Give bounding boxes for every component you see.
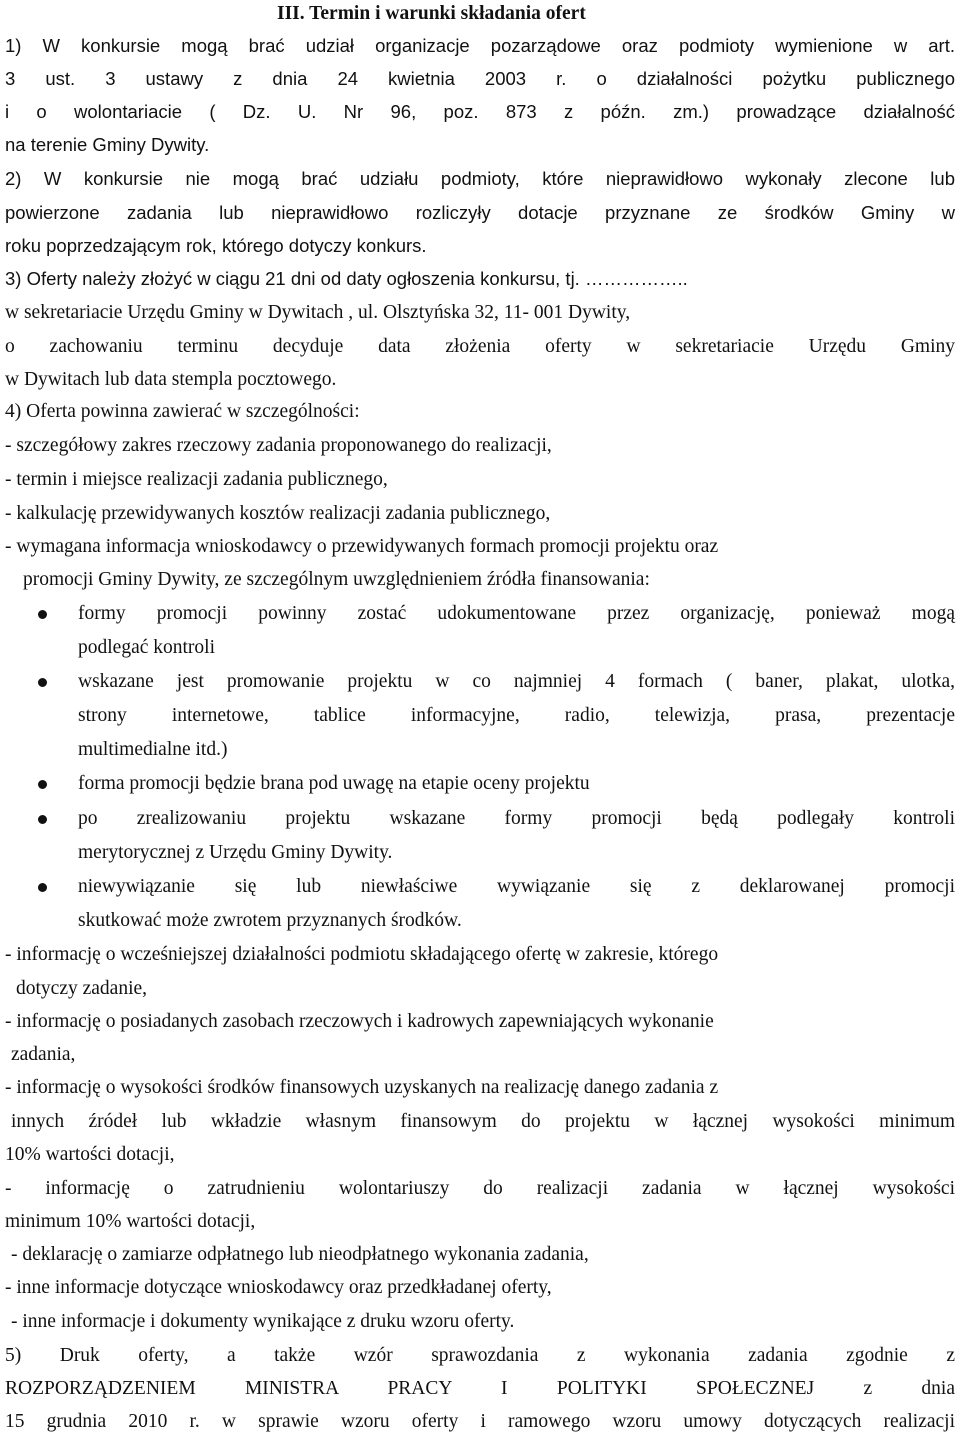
paragraph-1-line: na terenie Gminy Dywity. xyxy=(5,134,210,155)
list-item: - kalkulację przewidywanych kosztów realizacji zadania publicznego, xyxy=(5,503,551,524)
paragraph-3-line: w sekretariacie Urzędu Gminy w Dywitach , ul. Olsztyńska 32, 11- 001 Dywity, xyxy=(5,302,631,323)
list-item: - informację o wysokości środków finansowych uzyskanych na realizację danego zadania z xyxy=(5,1077,719,1098)
bullet-item-line: merytorycznej z Urzędu Gminy Dywity. xyxy=(78,842,393,863)
list-item-continuation: dotyczy zadanie, xyxy=(16,978,148,999)
paragraph-2-line: roku poprzedzającym rok, którego dotyczy konkurs. xyxy=(5,235,427,256)
paragraph-3-line: w Dywitach lub data stempla pocztowego. xyxy=(5,369,337,390)
paragraph-3-line: 3) Oferty należy złożyć w ciągu 21 dni od daty ogłoszenia konkursu, tj. …………….. xyxy=(5,268,688,289)
bullet-icon xyxy=(38,678,47,687)
list-item-continuation: 10% wartości dotacji, xyxy=(5,1144,175,1165)
paragraph-1-line: 1) W konkursie mogą brać udział organizacje pozarządowe oraz podmioty wymienione w art. xyxy=(5,35,955,56)
paragraph-3-line: o zachowaniu terminu decyduje data złożenia oferty w sekretariacie Urzędu Gminy xyxy=(5,336,955,357)
list-item-continuation: minimum 10% wartości dotacji, xyxy=(5,1211,256,1232)
paragraph-2-line: 2) W konkursie nie mogą brać udziału podmioty, które nieprawidłowo wykonały zlecone lub xyxy=(5,168,955,189)
paragraph-1-line: 3 ust. 3 ustawy z dnia 24 kwietnia 2003 r. o działalności pożytku publicznego xyxy=(5,68,955,89)
list-item: - inne informacje i dokumenty wynikające z druku wzoru oferty. xyxy=(11,1311,515,1332)
bullet-item-line: strony internetowe, tablice informacyjne, radio, telewizja, prasa, prezentacje xyxy=(78,705,955,726)
list-item: - informację o wcześniejszej działalności podmiotu składającego ofertę w zakresie, którego xyxy=(5,944,719,965)
bullet-item-line: skutkować może zwrotem przyznanych środków. xyxy=(78,910,462,931)
bullet-item-line: multimedialne itd.) xyxy=(78,739,228,760)
paragraph-4-intro: 4) Oferta powinna zawierać w szczególności: xyxy=(5,401,360,422)
bullet-item-line: podlegać kontroli xyxy=(78,637,216,658)
bullet-icon xyxy=(38,815,47,824)
list-item-continuation: zadania, xyxy=(11,1044,76,1065)
list-item: - deklarację o zamiarze odpłatnego lub nieodpłatnego wykonania zadania, xyxy=(11,1244,589,1265)
list-item: - informację o zatrudnieniu wolontariuszy do realizacji zadania w łącznej wysokości xyxy=(5,1178,955,1199)
paragraph-5-line: ROZPORZĄDZENIEM MINISTRA PRACY I POLITYKI SPOŁECZNEJ z dnia xyxy=(5,1378,955,1399)
list-item: - termin i miejsce realizacji zadania publicznego, xyxy=(5,469,388,490)
list-item: - wymagana informacja wnioskodawcy o przewidywanych formach promocji projektu oraz xyxy=(5,536,719,557)
paragraph-5-line: 15 grudnia 2010 r. w sprawie wzoru oferty i ramowego wzoru umowy dotyczących realizacji xyxy=(5,1411,955,1432)
bullet-item-line: po zrealizowaniu projektu wskazane formy promocji będą podlegały kontroli xyxy=(78,808,955,829)
bullet-item-line: forma promocji będzie brana pod uwagę na etapie oceny projektu xyxy=(78,773,590,794)
paragraph-2-line: powierzone zadania lub nieprawidłowo rozliczyły dotacje przyznane ze środków Gminy w xyxy=(5,202,955,223)
paragraph-1-line: i o wolontariacie ( Dz. U. Nr 96, poz. 873 z późn. zm.) prowadzące działalność xyxy=(5,101,955,122)
bullet-item-line: formy promocji powinny zostać udokumentowane przez organizację, ponieważ mogą xyxy=(78,603,955,624)
bullet-icon xyxy=(38,610,47,619)
list-item: - inne informacje dotyczące wnioskodawcy oraz przedkładanej oferty, xyxy=(5,1277,552,1298)
bullet-item-line: niewywiązanie się lub niewłaściwe wywiązanie się z deklarowanej promocji xyxy=(78,876,955,897)
paragraph-5-line: 5) Druk oferty, a także wzór sprawozdania z wykonania zadania zgodnie z xyxy=(5,1345,955,1366)
list-item: - szczegółowy zakres rzeczowy zadania proponowanego do realizacji, xyxy=(5,435,552,456)
list-item-continuation: promocji Gminy Dywity, ze szczególnym uwzględnieniem źródła finansowania: xyxy=(23,569,650,590)
bullet-icon xyxy=(38,883,47,892)
list-item-continuation: innych źródeł lub wkładzie własnym finansowym do projektu w łącznej wysokości minimum xyxy=(11,1111,955,1132)
bullet-icon xyxy=(38,780,47,789)
list-item: - informację o posiadanych zasobach rzeczowych i kadrowych zapewniających wykonanie xyxy=(5,1011,714,1032)
section-title: III. Termin i warunki składania ofert xyxy=(277,3,586,24)
bullet-item-line: wskazane jest promowanie projektu w co najmniej 4 formach ( baner, plakat, ulotka, xyxy=(78,671,955,692)
